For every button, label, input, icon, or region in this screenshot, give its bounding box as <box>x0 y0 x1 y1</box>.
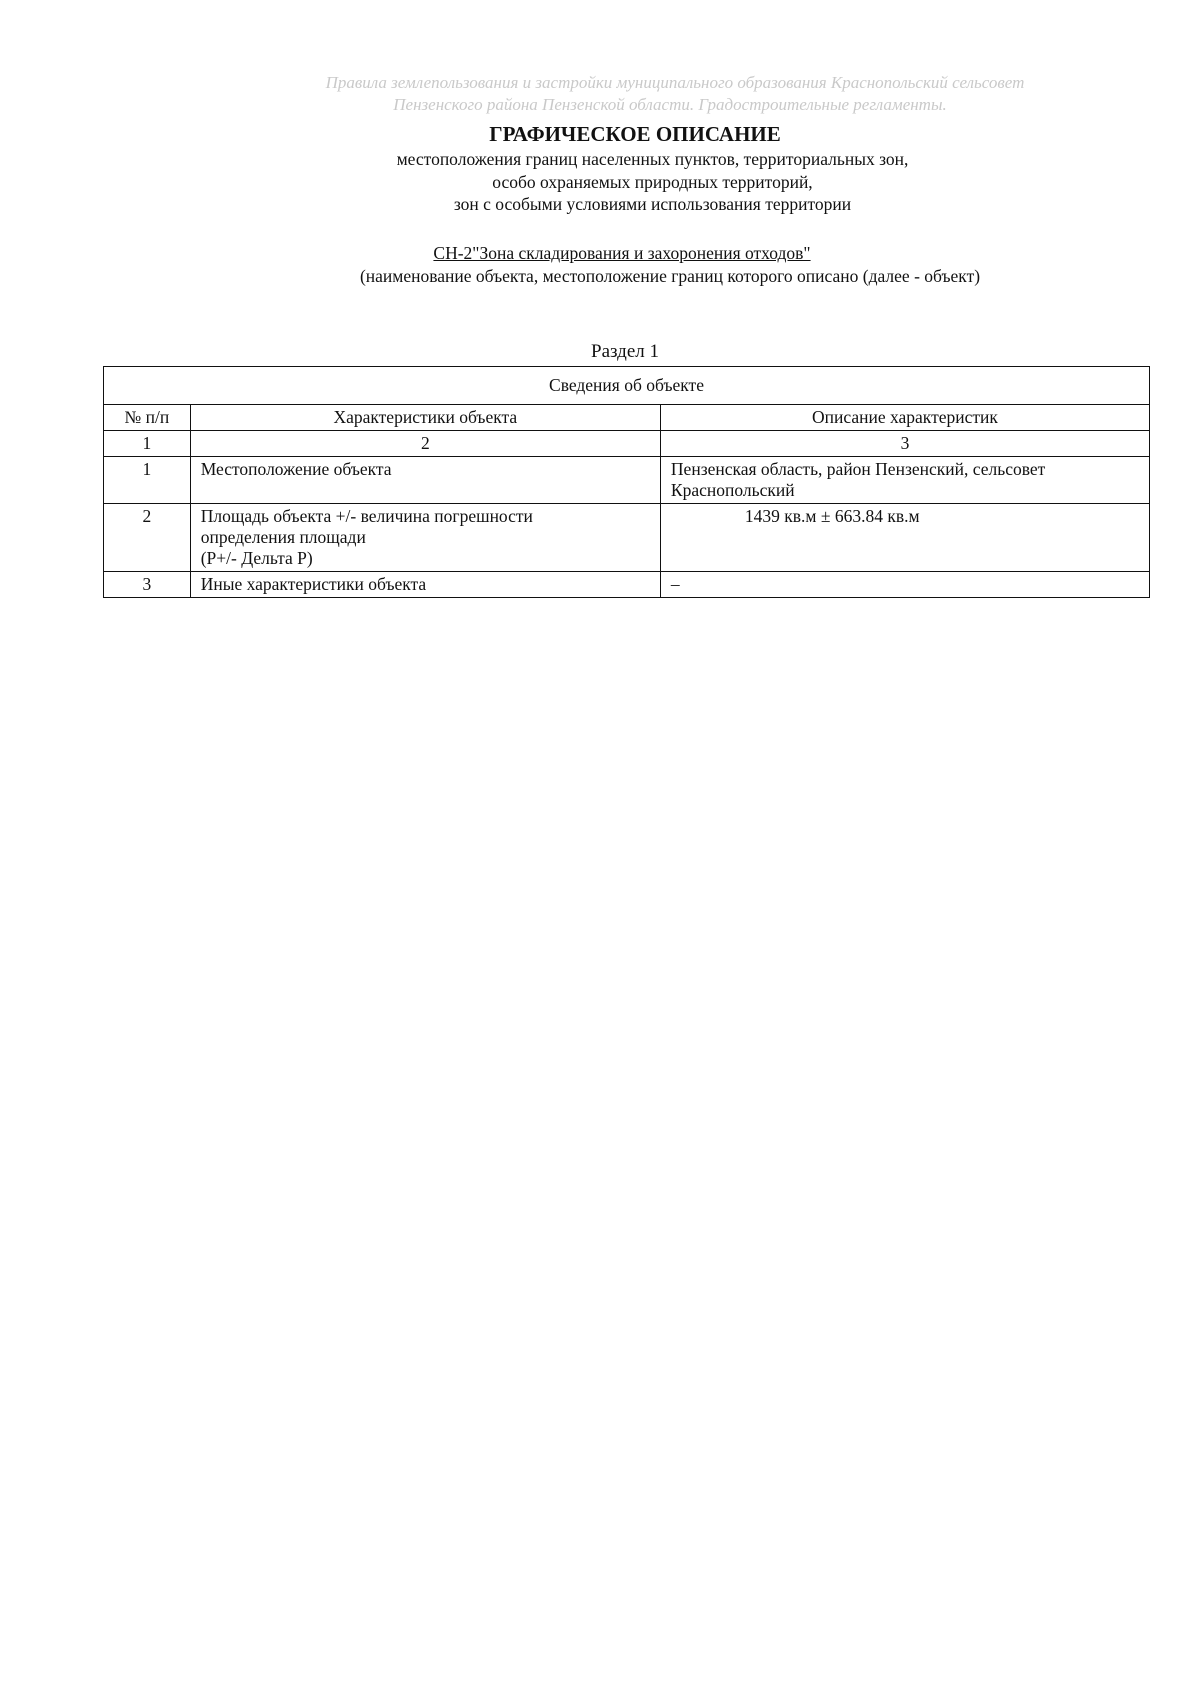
header-characteristic: Характеристики объекта <box>190 405 660 431</box>
row-characteristic-line-3: (P+/- Дельта P) <box>200 548 313 568</box>
table-header-row <box>104 405 1150 431</box>
row-description: 1439 кв.м ± 663.84 кв.м <box>660 504 1149 572</box>
document-subtitle <box>0 148 1200 216</box>
row-number: 3 <box>104 572 191 598</box>
header-note-line-1: Правила землепользования и застройки муниципального образования Краснопольский сельсовет <box>325 73 1025 92</box>
row-characteristic <box>190 504 660 572</box>
row-description-line-2: Краснопольский <box>670 480 795 500</box>
table-column-number-row <box>104 431 1150 457</box>
document-title: ГРАФИЧЕСКОЕ ОПИСАНИЕ <box>489 122 781 146</box>
row-description <box>660 457 1149 504</box>
object-caption: (наименование объекта, местоположение границ которого описано (далее - объект) <box>359 266 981 286</box>
table-row <box>104 457 1150 504</box>
row-description: – <box>660 572 1149 598</box>
table-caption: Сведения об объекте <box>104 367 1150 405</box>
row-characteristic: Местоположение объекта <box>190 457 660 504</box>
header-number: № п/п <box>104 405 191 431</box>
subtitle-line-3: зон с особыми условиями использования территории <box>453 194 852 214</box>
table-row <box>104 504 1150 572</box>
table-caption-row <box>104 367 1150 405</box>
row-characteristic: Иные характеристики объекта <box>190 572 660 598</box>
column-number-2: 2 <box>190 431 660 457</box>
object-info-table <box>103 366 1150 598</box>
row-characteristic-line-2: определения площади <box>200 527 366 547</box>
header-note-line-2: Пензенского района Пензенской области. Градостроительные регламенты. <box>393 95 947 114</box>
subtitle-line-1: местоположения границ населенных пунктов, территориальных зон, <box>396 149 909 169</box>
column-number-3: 3 <box>660 431 1149 457</box>
row-description-line-1: Пензенская область, район Пензенский, сельсовет <box>670 459 1046 479</box>
table-row <box>104 572 1150 598</box>
document-header-note <box>0 72 1200 116</box>
object-name <box>0 242 1200 264</box>
row-number: 1 <box>104 457 191 504</box>
header-description: Описание характеристик <box>660 405 1149 431</box>
column-number-1: 1 <box>104 431 191 457</box>
section-title: Раздел 1 <box>591 341 659 362</box>
object-name-text: СН-2"Зона складирования и захоронения отходов" <box>433 243 811 263</box>
subtitle-line-2: особо охраняемых природных территорий, <box>492 171 813 192</box>
row-number: 2 <box>104 504 191 572</box>
row-characteristic-line-1: Площадь объекта +/- величина погрешности <box>200 506 533 526</box>
